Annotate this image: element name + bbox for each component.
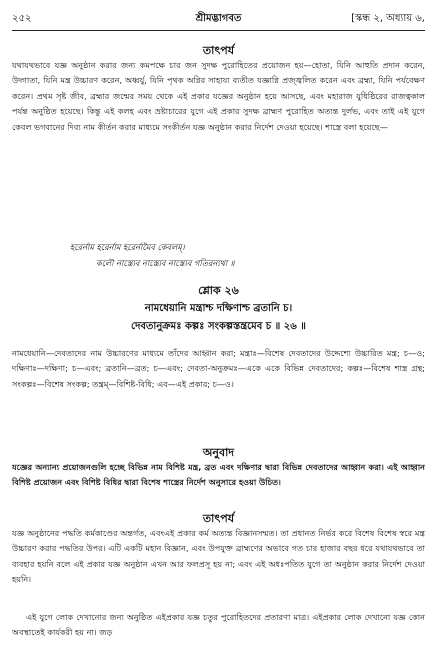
page-number: ২৫২ (12, 13, 32, 24)
purport-2-paragraph-2: এই যুগে লোক দেখানোর জন্য অনুষ্ঠিত এইপ্রকার যজ্ঞ চতুর পুরোহিতদের প্রতারণা মাত্র। এইপ্রকার লোক দেখানো যজ্ঞ কোন অবস্থাতেই কার্যকরী হয় না। জড় (12, 612, 425, 638)
translation-heading: অনুবাদ (202, 446, 235, 459)
purport-2-paragraph-1: যজ্ঞ অনুষ্ঠানের পদ্ধতি কর্মকাণ্ডের অন্তর্গত, এবংএই প্রকার কর্ম অত্যন্ত বিজ্ঞানসম্মত। তা প্রধানত নির্ভর করে বিশেষ বিশেষ স্বরে মন্ত্র উচ্চারণ করার পদ্ধতির উপর। এটি একটি মহান বিজ্ঞান, এবং উপযুক্ত ব্রাহ্মণের অভাবে গত চার হাজার বছর ধরে যথাযথভাবে তা ব্যবহার হয়নি বলে এই প্রকার যজ্ঞ অনুষ্ঠান এখন আর ফলপ্রসূ হয় না; এবং এই অধঃপতিত যুগে তা অনুষ্ঠান করার নির্দেশ দেওয়া হয়নি। (12, 528, 425, 585)
sloka-line-1: নামধেয়ানি মন্ত্রাশ্চ দক্ষিণাশ্চ ব্রতানি চ। (144, 303, 293, 314)
page-header (12, 10, 425, 28)
quoted-verse-line-1: হরের্নাম হরের্নাম হরের্নামৈব কেবলম্‌। (70, 242, 185, 252)
synonyms-paragraph: নামধেয়ানি—দেবতাদের নাম উচ্চারণের মাধ্যমে তাঁদের আহ্বান করা; মন্ত্রাঃ—বিশেষ দেবতাদের উদ্দেশ্যে উচ্চারিত মন্ত্র; চ—ও; দক্ষিণাঃ—দক্ষিণা; চ—এবং; ব্রতানি—ব্রত; চ—এবং; দেবতা-অনুক্রমঃ—একে একে বিভিন্ন দেবতাদের; কল্পঃ—বিশেষ শাস্ত্র গ্রন্থ; সংকল্পঃ—বিশেষ সংকল্প; তন্ত্রম্—বিশিষ্ট-বিধি; এব—এই প্রকার; চ—ও। (12, 348, 425, 389)
header-divider (12, 30, 425, 31)
purport-2-heading: তাৎপর্য (202, 512, 235, 525)
canto-chapter-reference: [স্কন্ধ ২, অধ্যায় ৬, (351, 13, 425, 24)
quoted-verse-line-2: কলৌ নাস্ত্যেব নাস্ত্যেব নাস্ত্যেব গতিরন্যথা ॥ (96, 258, 235, 268)
sloka-line-2: দেবতানুক্রমঃ কল্পঃ সংকল্পস্তন্ত্রমেব চ ॥ ২৬ ॥ (131, 321, 306, 332)
purport-heading: তাৎপর্য (202, 44, 235, 57)
purport-paragraph: যথাযথভাবে যজ্ঞ অনুষ্ঠান করার জন্য কমপক্ষে চার জন সুদক্ষ পুরোহিতের প্রয়োজন হয়—হোতা, যিনি আহুতি প্রদান করেন, উদ্গাতা, যিনি মন্ত্র উচ্চারণ করেন, অধ্বর্যু, যিনি পৃথক অগ্নির সাহায্য ব্যতীত যজ্ঞাগ্নি প্রজ্জ্বলিত করেন এবং ব্রহ্মা, যিনি পর্যবেক্ষণ করেন। প্রথম সৃষ্ট জীব, ব্রহ্মার জন্মের সময় থেকে এই প্রকার যজ্ঞের অনুষ্ঠান হয়ে আসছে, এবং মহারাজ যুধিষ্ঠিরের রাজত্বকাল পর্যন্ত অনুষ্ঠিত হয়েছে। কিন্তু এই কলহ এবং ভ্রষ্টাচারের যুগে এই প্রকার সুদক্ষ ব্রাহ্মণ পুরোহিত অত্যন্ত দুর্লভ, এবং তাই এই যুগে কেবল ভগবানের দিব্য নাম কীর্তন করার মাধ্যমে সংকীর্তন যজ্ঞ অনুষ্ঠান করার নির্দেশ দেওয়া হয়েছে। শাস্ত্রে বলা হয়েছে— (12, 60, 425, 132)
sloka-heading: শ্লোক ২৬ (198, 284, 239, 297)
book-title: শ্রীমদ্ভাগবত (195, 13, 242, 24)
translation-paragraph: যজ্ঞের অন্যান্য প্রয়োজনগুলি হচ্ছে বিভিন্ন নাম বিশিষ্ট মন্ত্র, ব্রত এবং দক্ষিণার দ্বারা বিভিন্ন দেবতাদের আহ্বান করা। এই আহ্বান বিশিষ্ট প্রয়োজন এবং বিশিষ্ট বিধির দ্বারা বিশেষ শাস্ত্রের নির্দেশ অনুসারে হওয়া উচিত। (12, 462, 425, 488)
